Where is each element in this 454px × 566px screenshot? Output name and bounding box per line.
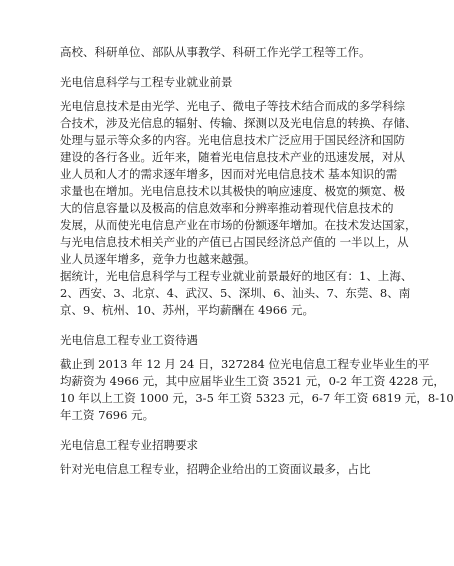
intro-line: 高校、科研单位、部队从事教学、科研工作光学工程等工作。 (60, 45, 371, 59)
paragraph-line: 光电信息技术是由光学、光电子、微电子等技术结合而成的多学科综 (60, 99, 405, 113)
paragraph-line: 发展，从而使光电信息产业在市场的份额逐年增加。在技术发达国家， (60, 218, 417, 232)
paragraph-line: 大的信息容量以及极高的信息效率和分辨率推动着现代信息技术的 (60, 201, 394, 215)
paragraph-line: 建设的各行各业。近年来，随着光电信息技术产业的迅速发展，对从 (60, 150, 405, 164)
section-body-recruitment (60, 461, 371, 478)
paragraph-line: 与光电信息技术相关产业的产值已占国民经济总产值的 一半以上，从 (60, 235, 409, 249)
paragraph-line: 业人员和人才的需求逐年增多，因而对光电信息技术 基本知识的需 (60, 167, 398, 181)
paragraph-line: 均薪资为 4966 元，其中应届毕业生工资 3521 元，0-2 年工资 4228 元， (60, 374, 445, 388)
paragraph-line: 京、9、杭州、10、苏州，平均薪酬在 4966 元。 (60, 303, 315, 317)
section-body-salary (60, 356, 454, 424)
paragraph-line: 业人员逐年增多，竞争力也越来越强。 (60, 252, 256, 266)
paragraph-line: 求量也在增加。光电信息技术以其极快的响应速度、极宽的频宽、极 (60, 184, 405, 198)
section-heading-salary: 光电信息工程专业工资待遇 (60, 333, 198, 347)
paragraph-line: 截止到 2013 年 12 月 24 日，327284 位光电信息工程专业毕业生的平 (60, 357, 430, 371)
paragraph-line: 处理与显示等众多的内容。光电信息技术广泛应用于国民经济和国防 (60, 133, 405, 147)
paragraph-line: 年工资 7696 元。 (60, 408, 155, 422)
paragraph-line: 2、西安、3、北京、4、武汉、5、深圳、6、汕头、7、东莞、8、南 (60, 286, 411, 300)
section-heading-recruitment: 光电信息工程专业招聘要求 (60, 438, 198, 452)
section-body-employment (60, 98, 417, 319)
paragraph-line: 据统计，光电信息科学与工程专业就业前景最好的地区有：1、上海、 (60, 269, 413, 283)
section-heading-employment: 光电信息科学与工程专业就业前景 (60, 75, 233, 89)
paragraph-line: 合技术，涉及光信息的辐射、传输、探测以及光电信息的转换、存储、 (60, 116, 417, 130)
paragraph-line: 10 年以上工资 1000 元，3-5 年工资 5323 元，6-7 年工资 6819 元，8-10 (60, 391, 454, 405)
paragraph-line: 针对光电信息工程专业，招聘企业给出的工资面议最多，占比 (60, 462, 371, 476)
